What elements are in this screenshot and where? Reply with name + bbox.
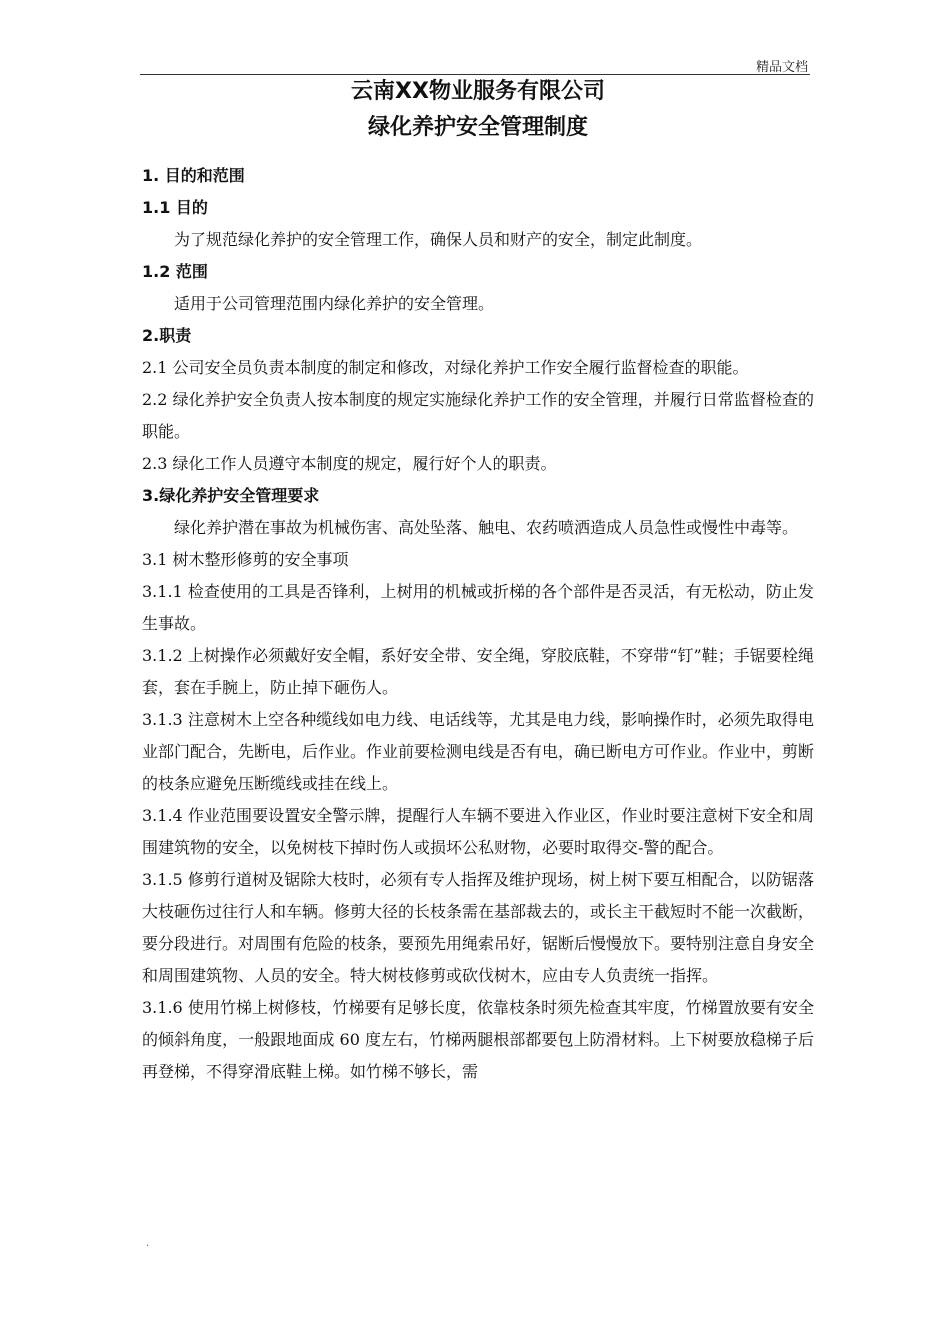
paragraph: 2.2 绿化养护安全负责人按本制度的规定实施绿化养护工作的安全管理，并履行日常监督检查的职能。: [142, 390, 814, 441]
section-heading: 2.职责: [142, 326, 192, 345]
paragraph: 适用于公司管理范围内绿化养护的安全管理。: [174, 294, 495, 313]
title-block: [142, 74, 814, 146]
paragraph: 绿化养护潜在事故为机械伤害、高处坠落、触电、农药喷洒造成人员急性或慢性中毒等。: [174, 518, 799, 537]
document-body: [142, 74, 814, 1088]
paragraph: 2.3 绿化工作人员遵守本制度的规定，履行好个人的职责。: [142, 454, 557, 473]
section-heading: 3.绿化养护安全管理要求: [142, 486, 320, 505]
paragraph: 2.1 公司安全员负责本制度的制定和修改，对绿化养护工作安全履行监督检查的职能。: [142, 358, 749, 377]
paragraph: 3.1.3 注意树木上空各种缆线如电力线、电话线等，尤其是电力线，影响操作时，必须先取得电业部门配合，先断电，后作业。作业前要检测电线是否有电，确已断电方可作业。作业中，剪断的枝条应避免压断缆线或挂在线上。: [142, 710, 815, 793]
header-label: 精品文档: [755, 60, 808, 75]
paragraph: 3.1.4 作业范围要设置安全警示牌，提醒行人车辆不要进入作业区，作业时要注意树下安全和周围建筑物的安全，以免树枝下掉时伤人或损坏公私财物，必要时取得交-警的配合。: [142, 806, 814, 857]
document-title: 绿化养护安全管理制度: [367, 115, 588, 140]
paragraph: 3.1.5 修剪行道树及锯除大枝时，必须有专人指挥及维护现场，树上树下要互相配合，以防锯落大枝砸伤过往行人和车辆。修剪大径的长枝条需在基部裁去的，或长主干截短时不能一次截断，要分段进行。对周围有危险的枝条，要预先用绳索吊好，锯断后慢慢放下。要特别注意自身安全和周围建筑物、人员的安全。特大树枝修剪或砍伐树木，应由专人负责统一指挥。: [142, 870, 815, 985]
subsection-heading: 1.1 目的: [142, 198, 208, 217]
footer-mark: .: [146, 1238, 150, 1249]
company-title: 云南XX物业服务有限公司: [351, 79, 605, 104]
subsection-heading: 1.2 范围: [142, 262, 208, 281]
paragraph: 3.1 树木整形修剪的安全事项: [142, 550, 349, 569]
paragraph: 3.1.1 检查使用的工具是否锋利，上树用的机械或折梯的各个部件是否灵活，有无松动，防止发生事故。: [142, 582, 814, 633]
section-heading: 1. 目的和范围: [142, 166, 245, 185]
paragraph: 3.1.2 上树操作必须戴好安全帽，系好安全带、安全绳，穿胶底鞋，不穿带“钉”鞋；手锯要栓绳套，套在手腕上，防止掉下砸伤人。: [142, 646, 814, 697]
paragraph: 3.1.6 使用竹梯上树修枝，竹梯要有足够长度，依靠枝条时须先检查其牢度，竹梯置放要有安全的倾斜角度，一般跟地面成 60 度左右，竹梯两腿根部都要包上防滑材料。上下树要放稳梯子后再登梯，不得穿滑底鞋上梯。如竹梯不够长，需: [142, 998, 814, 1081]
paragraph: 为了规范绿化养护的安全管理工作，确保人员和财产的安全，制定此制度。: [174, 230, 703, 249]
